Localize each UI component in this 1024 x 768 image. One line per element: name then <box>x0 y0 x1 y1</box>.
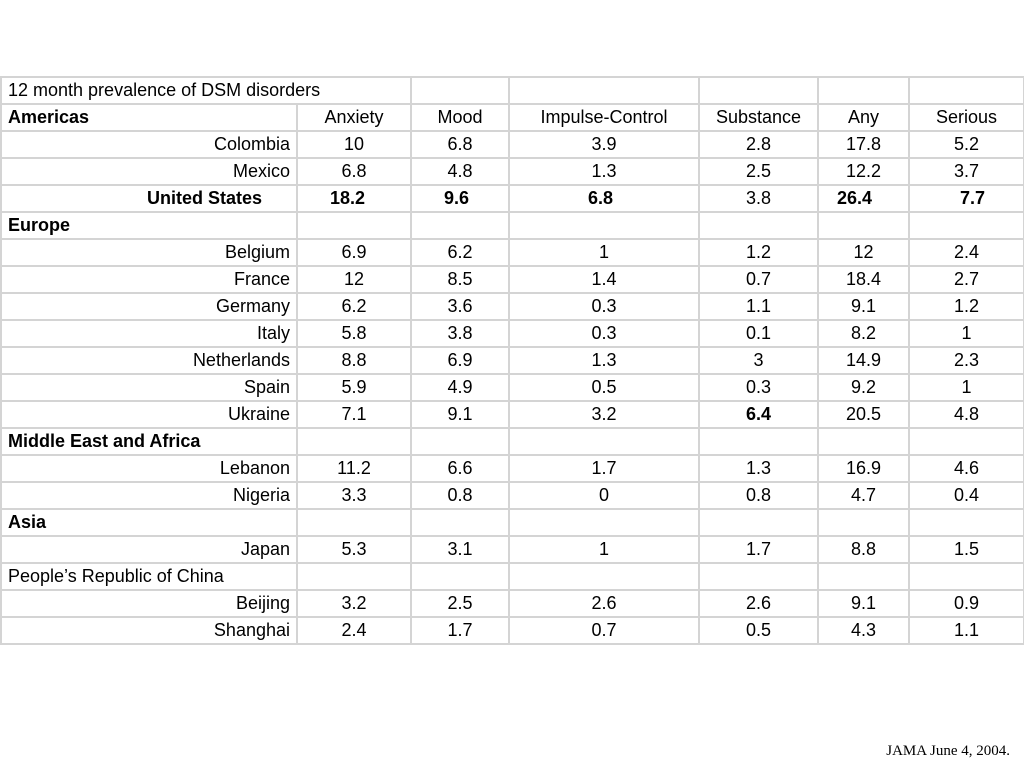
cell-impulse-control: 1.3 <box>509 158 699 185</box>
cell-any: 9.2 <box>818 374 909 401</box>
cell-anxiety: 3.3 <box>297 482 411 509</box>
col-header-substance: Substance <box>699 104 818 131</box>
cell-substance: 2.8 <box>699 131 818 158</box>
cell-any: 18.4 <box>818 266 909 293</box>
cell-mood: 6.8 <box>411 131 509 158</box>
cell-any: 20.5 <box>818 401 909 428</box>
table-title: 12 month prevalence of DSM disorders <box>1 77 411 104</box>
cell-anxiety: 11.2 <box>297 455 411 482</box>
cell-impulse-control: 1 <box>509 536 699 563</box>
section-row <box>1 563 1024 590</box>
cell-impulse-control: 0.7 <box>509 617 699 644</box>
cell-substance: 0.1 <box>699 320 818 347</box>
table-row <box>1 239 1024 266</box>
cell-anxiety: 10 <box>297 131 411 158</box>
col-header-impulse-control: Impulse-Control <box>509 104 699 131</box>
table-row <box>1 320 1024 347</box>
country-label: Germany <box>1 293 297 320</box>
cell-impulse-control: 3.2 <box>509 401 699 428</box>
cell-anxiety: 6.2 <box>297 293 411 320</box>
table-row <box>1 482 1024 509</box>
country-label: Mexico <box>1 158 297 185</box>
cell-serious: 0.4 <box>909 482 1024 509</box>
cell-mood: 6.2 <box>411 239 509 266</box>
table-row <box>1 455 1024 482</box>
cell-serious: 5.2 <box>909 131 1024 158</box>
cell-serious: 4.8 <box>909 401 1024 428</box>
country-label: Lebanon <box>1 455 297 482</box>
cell-serious: 4.6 <box>909 455 1024 482</box>
country-label: Colombia <box>1 131 297 158</box>
cell-anxiety: 12 <box>297 266 411 293</box>
cell-impulse-control: 1.7 <box>509 455 699 482</box>
cell-serious: 1.5 <box>909 536 1024 563</box>
cell-serious: 1 <box>909 374 1024 401</box>
source-citation: JAMA June 4, 2004. <box>886 743 1010 759</box>
country-label: Shanghai <box>1 617 297 644</box>
table-row <box>1 401 1024 428</box>
cell-any: 12.2 <box>818 158 909 185</box>
cell-any: 4.3 <box>818 617 909 644</box>
table-row <box>1 374 1024 401</box>
cell-serious: 2.7 <box>909 266 1024 293</box>
cell-impulse-control: 2.6 <box>509 590 699 617</box>
section-label-middle-east-africa: Middle East and Africa <box>1 428 297 455</box>
country-label: Beijing <box>1 590 297 617</box>
cell-substance: 3 <box>699 347 818 374</box>
country-label: Italy <box>1 320 297 347</box>
table-row <box>1 293 1024 320</box>
cell-serious: 1 <box>909 320 1024 347</box>
cell-mood: 4.8 <box>411 158 509 185</box>
cell-substance: 0.5 <box>699 617 818 644</box>
cell-serious: 1.1 <box>909 617 1024 644</box>
country-label: Japan <box>1 536 297 563</box>
cell-mood: 2.5 <box>411 590 509 617</box>
cell-any: 16.9 <box>818 455 909 482</box>
cell-anxiety: 5.9 <box>297 374 411 401</box>
cell-impulse-control: 0.3 <box>509 320 699 347</box>
table-row <box>1 536 1024 563</box>
cell-serious: 0.9 <box>909 590 1024 617</box>
cell-substance: 6.4 <box>699 401 818 428</box>
cell-anxiety: 5.3 <box>297 536 411 563</box>
cell-substance: 0.7 <box>699 266 818 293</box>
prevalence-table <box>0 76 1024 645</box>
section-label-asia: Asia <box>1 509 297 536</box>
cell-any: 8.2 <box>818 320 909 347</box>
cell-mood: 0.8 <box>411 482 509 509</box>
cell-any: 12 <box>818 239 909 266</box>
cell-substance: 1.2 <box>699 239 818 266</box>
section-row <box>1 509 1024 536</box>
cell-any: 26.4 <box>818 185 909 212</box>
country-label: France <box>1 266 297 293</box>
cell-mood: 6.9 <box>411 347 509 374</box>
table-row <box>1 590 1024 617</box>
title-row <box>1 77 1024 104</box>
table-row <box>1 131 1024 158</box>
cell-mood: 9.1 <box>411 401 509 428</box>
cell-anxiety: 8.8 <box>297 347 411 374</box>
cell-substance: 2.6 <box>699 590 818 617</box>
cell-any: 17.8 <box>818 131 909 158</box>
section-row <box>1 428 1024 455</box>
cell-mood: 3.1 <box>411 536 509 563</box>
cell-anxiety: 18.2 <box>297 185 411 212</box>
cell-serious: 7.7 <box>909 185 1024 212</box>
country-label: Spain <box>1 374 297 401</box>
cell-any: 4.7 <box>818 482 909 509</box>
country-label: Ukraine <box>1 401 297 428</box>
table-row <box>1 158 1024 185</box>
cell-mood: 9.6 <box>411 185 509 212</box>
cell-impulse-control: 3.9 <box>509 131 699 158</box>
cell-impulse-control: 0 <box>509 482 699 509</box>
section-label-china: People’s Republic of China <box>1 563 297 590</box>
col-header-mood: Mood <box>411 104 509 131</box>
cell-any: 8.8 <box>818 536 909 563</box>
cell-any: 14.9 <box>818 347 909 374</box>
section-label-americas: Americas <box>1 104 297 131</box>
cell-impulse-control: 0.3 <box>509 293 699 320</box>
cell-impulse-control: 1.3 <box>509 347 699 374</box>
cell-impulse-control: 0.5 <box>509 374 699 401</box>
country-label: Belgium <box>1 239 297 266</box>
cell-mood: 3.6 <box>411 293 509 320</box>
cell-anxiety: 6.8 <box>297 158 411 185</box>
country-label: Netherlands <box>1 347 297 374</box>
cell-substance: 3.8 <box>699 185 818 212</box>
cell-serious: 3.7 <box>909 158 1024 185</box>
cell-substance: 0.3 <box>699 374 818 401</box>
table-row-highlight <box>1 185 1024 212</box>
cell-anxiety: 7.1 <box>297 401 411 428</box>
cell-any: 9.1 <box>818 590 909 617</box>
cell-anxiety: 2.4 <box>297 617 411 644</box>
cell-mood: 1.7 <box>411 617 509 644</box>
cell-serious: 2.3 <box>909 347 1024 374</box>
cell-anxiety: 5.8 <box>297 320 411 347</box>
header-row <box>1 104 1024 131</box>
cell-impulse-control: 6.8 <box>509 185 699 212</box>
col-header-serious: Serious <box>909 104 1024 131</box>
cell-any: 9.1 <box>818 293 909 320</box>
cell-impulse-control: 1.4 <box>509 266 699 293</box>
cell-impulse-control: 1 <box>509 239 699 266</box>
cell-mood: 3.8 <box>411 320 509 347</box>
section-label-europe: Europe <box>1 212 297 239</box>
cell-mood: 6.6 <box>411 455 509 482</box>
cell-substance: 0.8 <box>699 482 818 509</box>
table-row <box>1 617 1024 644</box>
cell-substance: 1.1 <box>699 293 818 320</box>
col-header-anxiety: Anxiety <box>297 104 411 131</box>
section-row <box>1 212 1024 239</box>
col-header-any: Any <box>818 104 909 131</box>
country-label: United States <box>1 185 297 212</box>
table-row <box>1 266 1024 293</box>
cell-mood: 8.5 <box>411 266 509 293</box>
table-row <box>1 347 1024 374</box>
cell-mood: 4.9 <box>411 374 509 401</box>
cell-anxiety: 3.2 <box>297 590 411 617</box>
cell-anxiety: 6.9 <box>297 239 411 266</box>
cell-serious: 1.2 <box>909 293 1024 320</box>
cell-substance: 1.7 <box>699 536 818 563</box>
cell-substance: 1.3 <box>699 455 818 482</box>
cell-substance: 2.5 <box>699 158 818 185</box>
cell-serious: 2.4 <box>909 239 1024 266</box>
country-label: Nigeria <box>1 482 297 509</box>
